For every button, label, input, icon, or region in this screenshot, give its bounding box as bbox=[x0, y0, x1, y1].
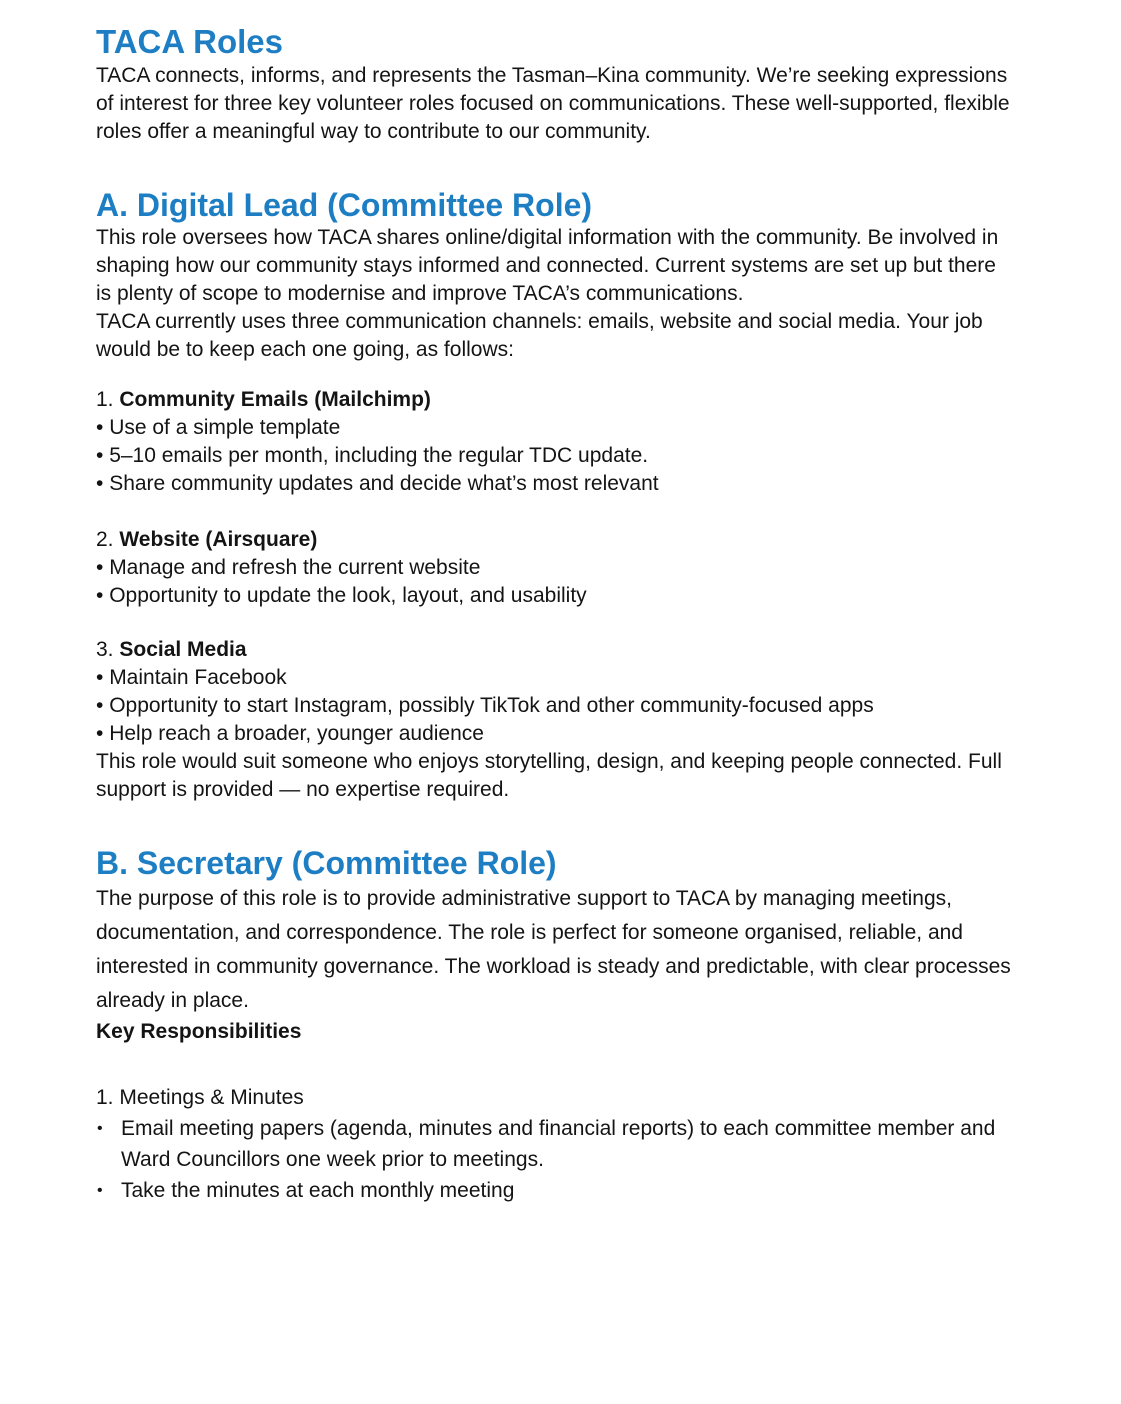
list-community-emails bbox=[96, 386, 1011, 498]
bullet-list bbox=[96, 1113, 1011, 1206]
list-social-media-title bbox=[96, 636, 1011, 664]
list-item: • 5–10 emails per month, including the regular TDC update. bbox=[96, 442, 1011, 470]
list-item: • Opportunity to start Instagram, possibly TikTok and other community-focused apps bbox=[96, 692, 1011, 720]
list-website bbox=[96, 526, 1011, 610]
section-a-paragraph-1: This role oversees how TACA shares online/digital information with the community. Be involved in shaping how our community stays informed and connected. Current systems are set up but there is plenty of scope to modernise and improve TACA’s communications. bbox=[96, 226, 999, 305]
list-website-title bbox=[96, 526, 1011, 554]
list-meetings-minutes bbox=[96, 1082, 1011, 1206]
list-item: • Manage and refresh the current website bbox=[96, 554, 1011, 582]
list-title-text: Website (Airsquare) bbox=[119, 528, 318, 551]
list-social-media bbox=[96, 636, 1011, 748]
section-a-closing-paragraph: This role would suit someone who enjoys storytelling, design, and keeping people connected. Full support is provided — no expertise required. bbox=[96, 750, 1002, 801]
section-b-paragraph-1: The purpose of this role is to provide administrative support to TACA by managing meetings, documentation, and correspondence. The role is perfect for someone organised, reliable, and interested in community governance. The workload is steady and predictable, with clear processes already in place. bbox=[96, 887, 1011, 1012]
list-number: 3. bbox=[96, 638, 114, 661]
section-b-heading: B. Secretary (Committee Role) bbox=[96, 845, 557, 881]
bullet-list bbox=[96, 554, 1011, 610]
section-a-heading: A. Digital Lead (Committee Role) bbox=[96, 187, 593, 223]
intro-paragraph: TACA connects, informs, and represents the Tasman–Kina community. We’re seeking expressions of interest for three key volunteer roles focused on communications. These well-supported, flexible roles offer a meaningful way to contribute to our community. bbox=[96, 64, 1010, 143]
list-item: • Use of a simple template bbox=[96, 414, 1011, 442]
bullet-list bbox=[96, 414, 1011, 498]
list-number: 1. bbox=[96, 388, 114, 411]
list-item: • Email meeting papers (agenda, minutes and financial reports) to each committee member and Ward Councillors one week prior to meetings. bbox=[96, 1113, 1011, 1175]
list-meetings-minutes-title bbox=[96, 1082, 1011, 1113]
list-community-emails-title bbox=[96, 386, 1011, 414]
list-item: • Share community updates and decide what’s most relevant bbox=[96, 470, 1011, 498]
list-item: • Opportunity to update the look, layout, and usability bbox=[96, 582, 1011, 610]
list-title-text: Community Emails (Mailchimp) bbox=[119, 388, 431, 411]
list-number: 1. bbox=[96, 1086, 114, 1109]
document-title: TACA Roles bbox=[96, 23, 284, 60]
list-item: • Maintain Facebook bbox=[96, 664, 1011, 692]
list-item: • Take the minutes at each monthly meeting bbox=[96, 1175, 1011, 1206]
bullet-list bbox=[96, 664, 1011, 748]
list-item: • Help reach a broader, younger audience bbox=[96, 720, 1011, 748]
list-title-text: Meetings & Minutes bbox=[119, 1086, 304, 1109]
section-a-paragraph-2: TACA currently uses three communication channels: emails, website and social media. Your job would be to keep each one going, as follows: bbox=[96, 310, 983, 361]
key-responsibilities-subheading: Key Responsibilities bbox=[96, 1020, 302, 1043]
list-number: 2. bbox=[96, 528, 114, 551]
list-title-text: Social Media bbox=[119, 638, 247, 661]
